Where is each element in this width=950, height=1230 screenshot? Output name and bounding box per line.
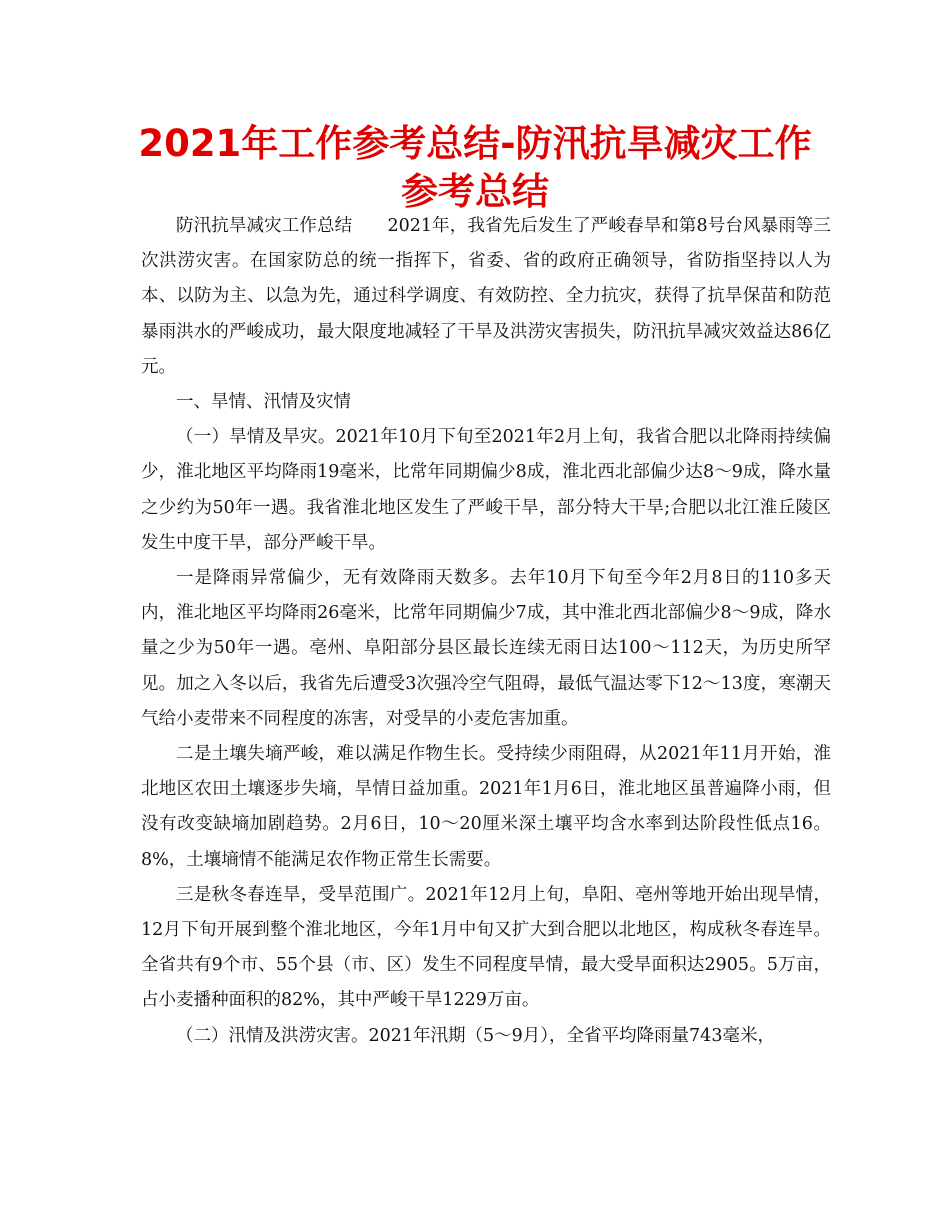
section-heading: 一、旱情、汛情及灾情	[176, 392, 351, 413]
paragraph-flood: （二）汛情及洪涝灾害。2021年汛期（5～9月），全省平均降雨量743毫米，	[176, 1025, 775, 1046]
paragraph-point-3: 三是秋冬春连旱，受旱范围广。2021年12月上旬，阜阳、亳州等地开始出现旱情，12月下旬开展到整个淮北地区，今年1月中旬又扩大到合肥以北地区，构成秋冬春连旱。全省共有9个市、55个县（市、区）发生不同程度旱情，最大受旱面积达2905。5万亩，占小麦播种面积的82%，其中严峻干旱1229万亩。	[141, 884, 831, 1011]
paragraph-point-2: 二是土壤失墒严峻，难以满足作物生长。受持续少雨阻碍，从2021年11月开始，淮北地区农田土壤逐步失墒，旱情日益加重。2021年1月6日，淮北地区虽普遍降小雨，但没有改变缺墒加剧趋势。2月6日，10～20厘米深土壤平均含水率到达阶段性低点16。8%，土壤墒情不能满足农作物正常生长需要。	[141, 744, 831, 870]
document-title: 2021年工作参考总结-防汛抗旱减灾工作参考总结	[138, 122, 812, 213]
document-body	[141, 209, 831, 1054]
paragraph-drought: （一）旱情及旱灾。2021年10月下旬至2021年2月上旬，我省合肥以北降雨持续偏少，淮北地区平均降雨19毫米，比常年同期偏少8成，淮北西北部偏少达8～9成，降水量之少约为50年一遇。我省淮北地区发生了严峻干旱，部分特大干旱;合肥以北江淮丘陵区发生中度干旱，部分严峻干旱。	[141, 427, 831, 553]
paragraph-point-1: 一是降雨异常偏少，无有效降雨天数多。去年10月下旬至今年2月8日的110多天内，淮北地区平均降雨26毫米，比常年同期偏少7成，其中淮北西北部偏少8～9成，降水量之少为50年一遇。亳州、阜阳部分县区最长连续无雨日达100～112天，为历史所罕见。加之入冬以后，我省先后遭受3次强冷空气阻碍，最低气温达零下12～13度，寒潮天气给小麦带来不同程度的冻害，对受旱的小麦危害加重。	[141, 568, 831, 729]
paragraph-intro: 防汛抗旱减灾工作总结 2021年，我省先后发生了严峻春旱和第8号台风暴雨等三次洪涝灾害。在国家防总的统一指挥下，省委、省的政府正确领导，省防指坚持以人为本、以防为主、以急为先，通过科学调度、有效防控、全力抗灾，获得了抗旱保苗和防范暴雨洪水的严峻成功，最大限度地减轻了干旱及洪涝灾害损失，防汛抗旱减灾效益达86亿元。	[141, 216, 831, 377]
